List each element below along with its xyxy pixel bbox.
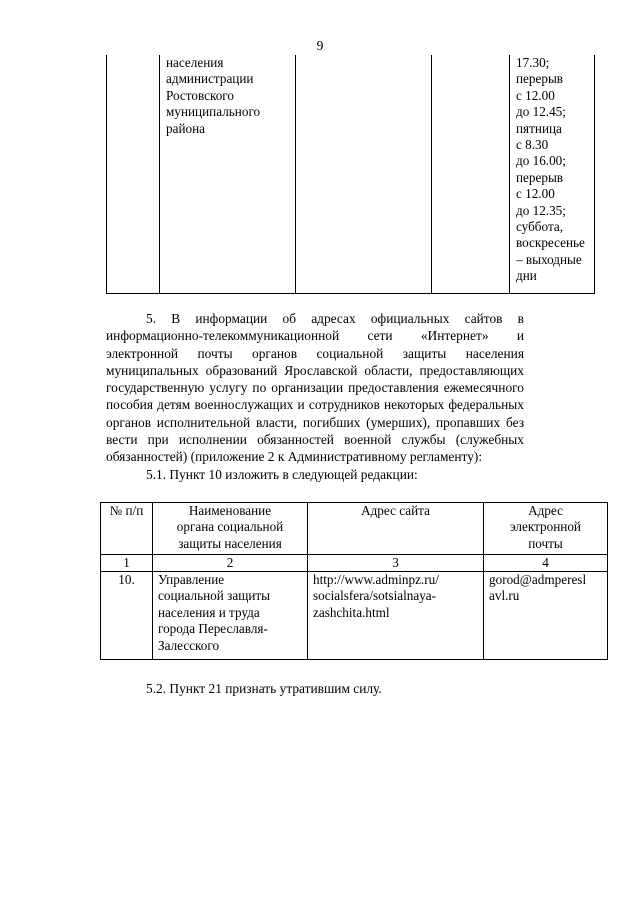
cell-phone — [432, 55, 510, 294]
table-row — [107, 55, 595, 294]
col-number: 4 — [484, 555, 608, 572]
row-num: 10. — [101, 572, 153, 660]
table-column-numbers-row — [101, 555, 608, 572]
paragraph-5-1: 5.1. Пункт 10 изложить в следующей редакции: — [146, 467, 418, 482]
cell-hours: 17.30; перерыв с 12.00 до 12.45; пятница с 8.30 до 16.00; перерыв с 12.00 до 12.35; суббота, воскресенье – выходные дни — [510, 55, 595, 294]
paragraph-5: 5. В информации об адресах официальных сайтов в информационно-телекоммуникационной сети «Интернет» и электронной почты органов социальной защиты населения муниципальных образований Ярославской области, предоставляющих государственную услугу по организации предоставления ежемесячного пособия детям военнослужащих и сотрудников некоторых федеральных органов исполнительной власти, погибших (умерших), пропавших без вести при исполнении обязанностей военной службы (служебных обязанностей) (приложение 2 к Административному регламенту): — [106, 311, 524, 465]
cell-address — [296, 55, 432, 294]
header-org: Наименование органа социальной защиты населения — [153, 503, 308, 555]
row-site-link[interactable]: http://www.adminpz.ru/ socialsfera/sotsialnaya- zashchita.html — [308, 572, 484, 660]
row-email-link[interactable]: gorod@admperesl avl.ru — [484, 572, 608, 660]
table-continuation — [106, 55, 595, 294]
header-num: № п/п — [101, 503, 153, 555]
col-number: 2 — [153, 555, 308, 572]
cell-num — [107, 55, 160, 294]
cell-org: населения администрации Ростовского муниципального района — [160, 55, 296, 294]
table-row — [101, 572, 608, 660]
header-email: Адрес электронной почты — [484, 503, 608, 555]
table-header-row — [101, 503, 608, 555]
paragraph-5-2: 5.2. Пункт 21 признать утратившим силу. — [146, 681, 382, 696]
table-addresses — [100, 502, 608, 660]
row-org: Управление социальной защиты населения и труда города Переславля- Залесского — [153, 572, 308, 660]
page-number: 9 — [316, 38, 324, 53]
col-number: 1 — [101, 555, 153, 572]
col-number: 3 — [308, 555, 484, 572]
header-site: Адрес сайта — [308, 503, 484, 555]
